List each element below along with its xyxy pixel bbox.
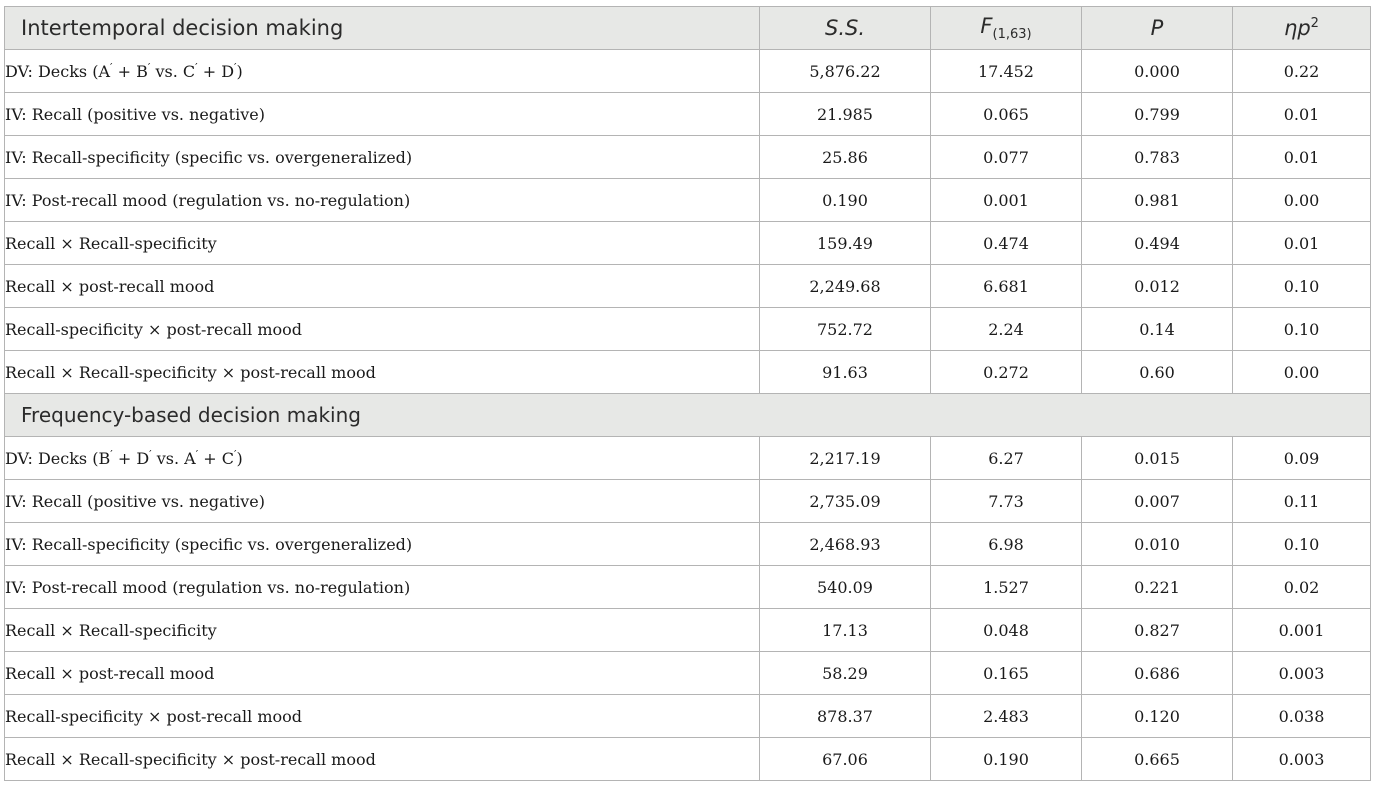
eta-value: 0.00 <box>1233 351 1371 394</box>
f-value: 2.24 <box>931 308 1082 351</box>
ss-value: 2,468.93 <box>760 523 931 566</box>
ss-value: 878.37 <box>760 695 931 738</box>
dv-label-plus1: + <box>112 62 137 81</box>
effect-label: Recall × post-recall mood <box>5 265 760 308</box>
p-value: 0.799 <box>1082 93 1233 136</box>
table-row <box>5 222 1371 265</box>
section-header-row <box>5 394 1371 437</box>
dv-label-t1: A <box>98 62 111 81</box>
col-header-f-df: (1,63) <box>992 27 1032 42</box>
prime-mark: ′ <box>195 61 198 74</box>
dv-label-vs: vs. <box>151 449 185 468</box>
eta-value: 0.10 <box>1233 308 1371 351</box>
dv-label-close: ) <box>236 62 243 81</box>
table-row <box>5 136 1371 179</box>
f-value: 0.065 <box>931 93 1082 136</box>
ss-value: 17.13 <box>760 609 931 652</box>
col-header-f <box>931 7 1082 50</box>
ss-value: 752.72 <box>760 308 931 351</box>
eta-value: 0.001 <box>1233 609 1371 652</box>
col-header-f-text: F <box>980 14 993 38</box>
f-value: 6.681 <box>931 265 1082 308</box>
f-value: 1.527 <box>931 566 1082 609</box>
prime-mark: ′ <box>110 61 113 74</box>
p-value: 0.827 <box>1082 609 1233 652</box>
prime-mark: ′ <box>234 61 237 74</box>
ss-value: 159.49 <box>760 222 931 265</box>
eta-value: 0.038 <box>1233 695 1371 738</box>
effect-label: IV: Recall (positive vs. negative) <box>5 480 760 523</box>
table-row <box>5 50 1371 93</box>
ss-value: 91.63 <box>760 351 931 394</box>
ss-value: 67.06 <box>760 738 931 781</box>
effect-label: Recall × Recall-specificity × post-recall mood <box>5 738 760 781</box>
prime-mark: ′ <box>110 448 113 461</box>
eta-value: 0.01 <box>1233 136 1371 179</box>
prime-mark: ′ <box>149 448 152 461</box>
eta-value: 0.09 <box>1233 437 1371 480</box>
table-row <box>5 351 1371 394</box>
f-value: 0.272 <box>931 351 1082 394</box>
dv-label-vs: vs. <box>150 62 183 81</box>
table-row <box>5 93 1371 136</box>
table-row <box>5 695 1371 738</box>
dv-label-t4: D <box>221 62 235 81</box>
eta-value: 0.11 <box>1233 480 1371 523</box>
f-value: 6.27 <box>931 437 1082 480</box>
dv-label-t3: C <box>182 62 196 81</box>
f-value: 6.98 <box>931 523 1082 566</box>
f-value: 0.190 <box>931 738 1082 781</box>
eta-value: 0.10 <box>1233 265 1371 308</box>
table-row <box>5 265 1371 308</box>
eta-value: 0.22 <box>1233 50 1371 93</box>
col-header-eta-text: ηp <box>1284 16 1311 40</box>
effect-label <box>5 437 760 480</box>
dv-label-t3: A <box>184 449 196 468</box>
p-value: 0.783 <box>1082 136 1233 179</box>
eta-value: 0.003 <box>1233 652 1371 695</box>
ss-value: 25.86 <box>760 136 931 179</box>
col-header-p: P <box>1082 7 1233 50</box>
effect-label: IV: Post-recall mood (regulation vs. no-regulation) <box>5 566 760 609</box>
ss-value: 5,876.22 <box>760 50 931 93</box>
p-value: 0.010 <box>1082 523 1233 566</box>
effect-label: Recall-specificity × post-recall mood <box>5 695 760 738</box>
p-value: 0.14 <box>1082 308 1233 351</box>
dv-label-plus1: + <box>112 449 137 468</box>
table-row <box>5 523 1371 566</box>
col-header-eta <box>1233 7 1371 50</box>
col-header-eta-sup: 2 <box>1310 16 1319 31</box>
f-value: 7.73 <box>931 480 1082 523</box>
ss-value: 2,249.68 <box>760 265 931 308</box>
f-value: 0.048 <box>931 609 1082 652</box>
dv-label-t1: B <box>98 449 111 468</box>
dv-label-plus2: + <box>197 62 222 81</box>
table-row <box>5 437 1371 480</box>
effect-label: Recall × Recall-specificity <box>5 222 760 265</box>
effect-label: IV: Post-recall mood (regulation vs. no-regulation) <box>5 179 760 222</box>
f-value: 17.452 <box>931 50 1082 93</box>
p-value: 0.015 <box>1082 437 1233 480</box>
p-value: 0.007 <box>1082 480 1233 523</box>
eta-value: 0.01 <box>1233 222 1371 265</box>
eta-value: 0.10 <box>1233 523 1371 566</box>
ss-value: 58.29 <box>760 652 931 695</box>
section-title: Intertemporal decision making <box>5 7 760 50</box>
table-row <box>5 480 1371 523</box>
p-value: 0.665 <box>1082 738 1233 781</box>
eta-value: 0.00 <box>1233 179 1371 222</box>
prime-mark: ′ <box>195 448 199 461</box>
effect-label: IV: Recall-specificity (specific vs. overgeneralized) <box>5 136 760 179</box>
p-value: 0.120 <box>1082 695 1233 738</box>
ss-value: 2,735.09 <box>760 480 931 523</box>
prime-mark: ′ <box>234 448 237 461</box>
eta-value: 0.02 <box>1233 566 1371 609</box>
ss-value: 21.985 <box>760 93 931 136</box>
table-row <box>5 609 1371 652</box>
effect-label: Recall × Recall-specificity × post-recall mood <box>5 351 760 394</box>
p-value: 0.000 <box>1082 50 1233 93</box>
ss-value: 2,217.19 <box>760 437 931 480</box>
table-row <box>5 652 1371 695</box>
p-value: 0.012 <box>1082 265 1233 308</box>
prime-mark: ′ <box>147 61 151 74</box>
dv-label-t2: B <box>136 62 148 81</box>
dv-label-close: ) <box>236 449 243 468</box>
effect-label: IV: Recall-specificity (specific vs. overgeneralized) <box>5 523 760 566</box>
effect-label: Recall-specificity × post-recall mood <box>5 308 760 351</box>
p-value: 0.981 <box>1082 179 1233 222</box>
f-value: 0.077 <box>931 136 1082 179</box>
ss-value: 0.190 <box>760 179 931 222</box>
effect-label: Recall × Recall-specificity <box>5 609 760 652</box>
table-row <box>5 308 1371 351</box>
effect-label <box>5 50 760 93</box>
anova-results-table <box>4 6 1371 781</box>
f-value: 0.474 <box>931 222 1082 265</box>
table-row <box>5 566 1371 609</box>
table-body <box>5 7 1371 781</box>
ss-value: 540.09 <box>760 566 931 609</box>
section-header-row <box>5 7 1371 50</box>
f-value: 2.483 <box>931 695 1082 738</box>
eta-value: 0.003 <box>1233 738 1371 781</box>
table-row <box>5 738 1371 781</box>
dv-label-prefix: DV: Decks ( <box>5 449 99 468</box>
section-title: Frequency-based decision making <box>5 394 1371 437</box>
dv-label-t4: C <box>221 449 235 468</box>
f-value: 0.165 <box>931 652 1082 695</box>
effect-label: IV: Recall (positive vs. negative) <box>5 93 760 136</box>
p-value: 0.221 <box>1082 566 1233 609</box>
col-header-ss: S.S. <box>760 7 931 50</box>
p-value: 0.60 <box>1082 351 1233 394</box>
dv-label-prefix: DV: Decks ( <box>5 62 99 81</box>
p-value: 0.686 <box>1082 652 1233 695</box>
dv-label-t2: D <box>136 449 150 468</box>
f-value: 0.001 <box>931 179 1082 222</box>
eta-value: 0.01 <box>1233 93 1371 136</box>
effect-label: Recall × post-recall mood <box>5 652 760 695</box>
table-row <box>5 179 1371 222</box>
dv-label-plus2: + <box>198 449 222 468</box>
p-value: 0.494 <box>1082 222 1233 265</box>
